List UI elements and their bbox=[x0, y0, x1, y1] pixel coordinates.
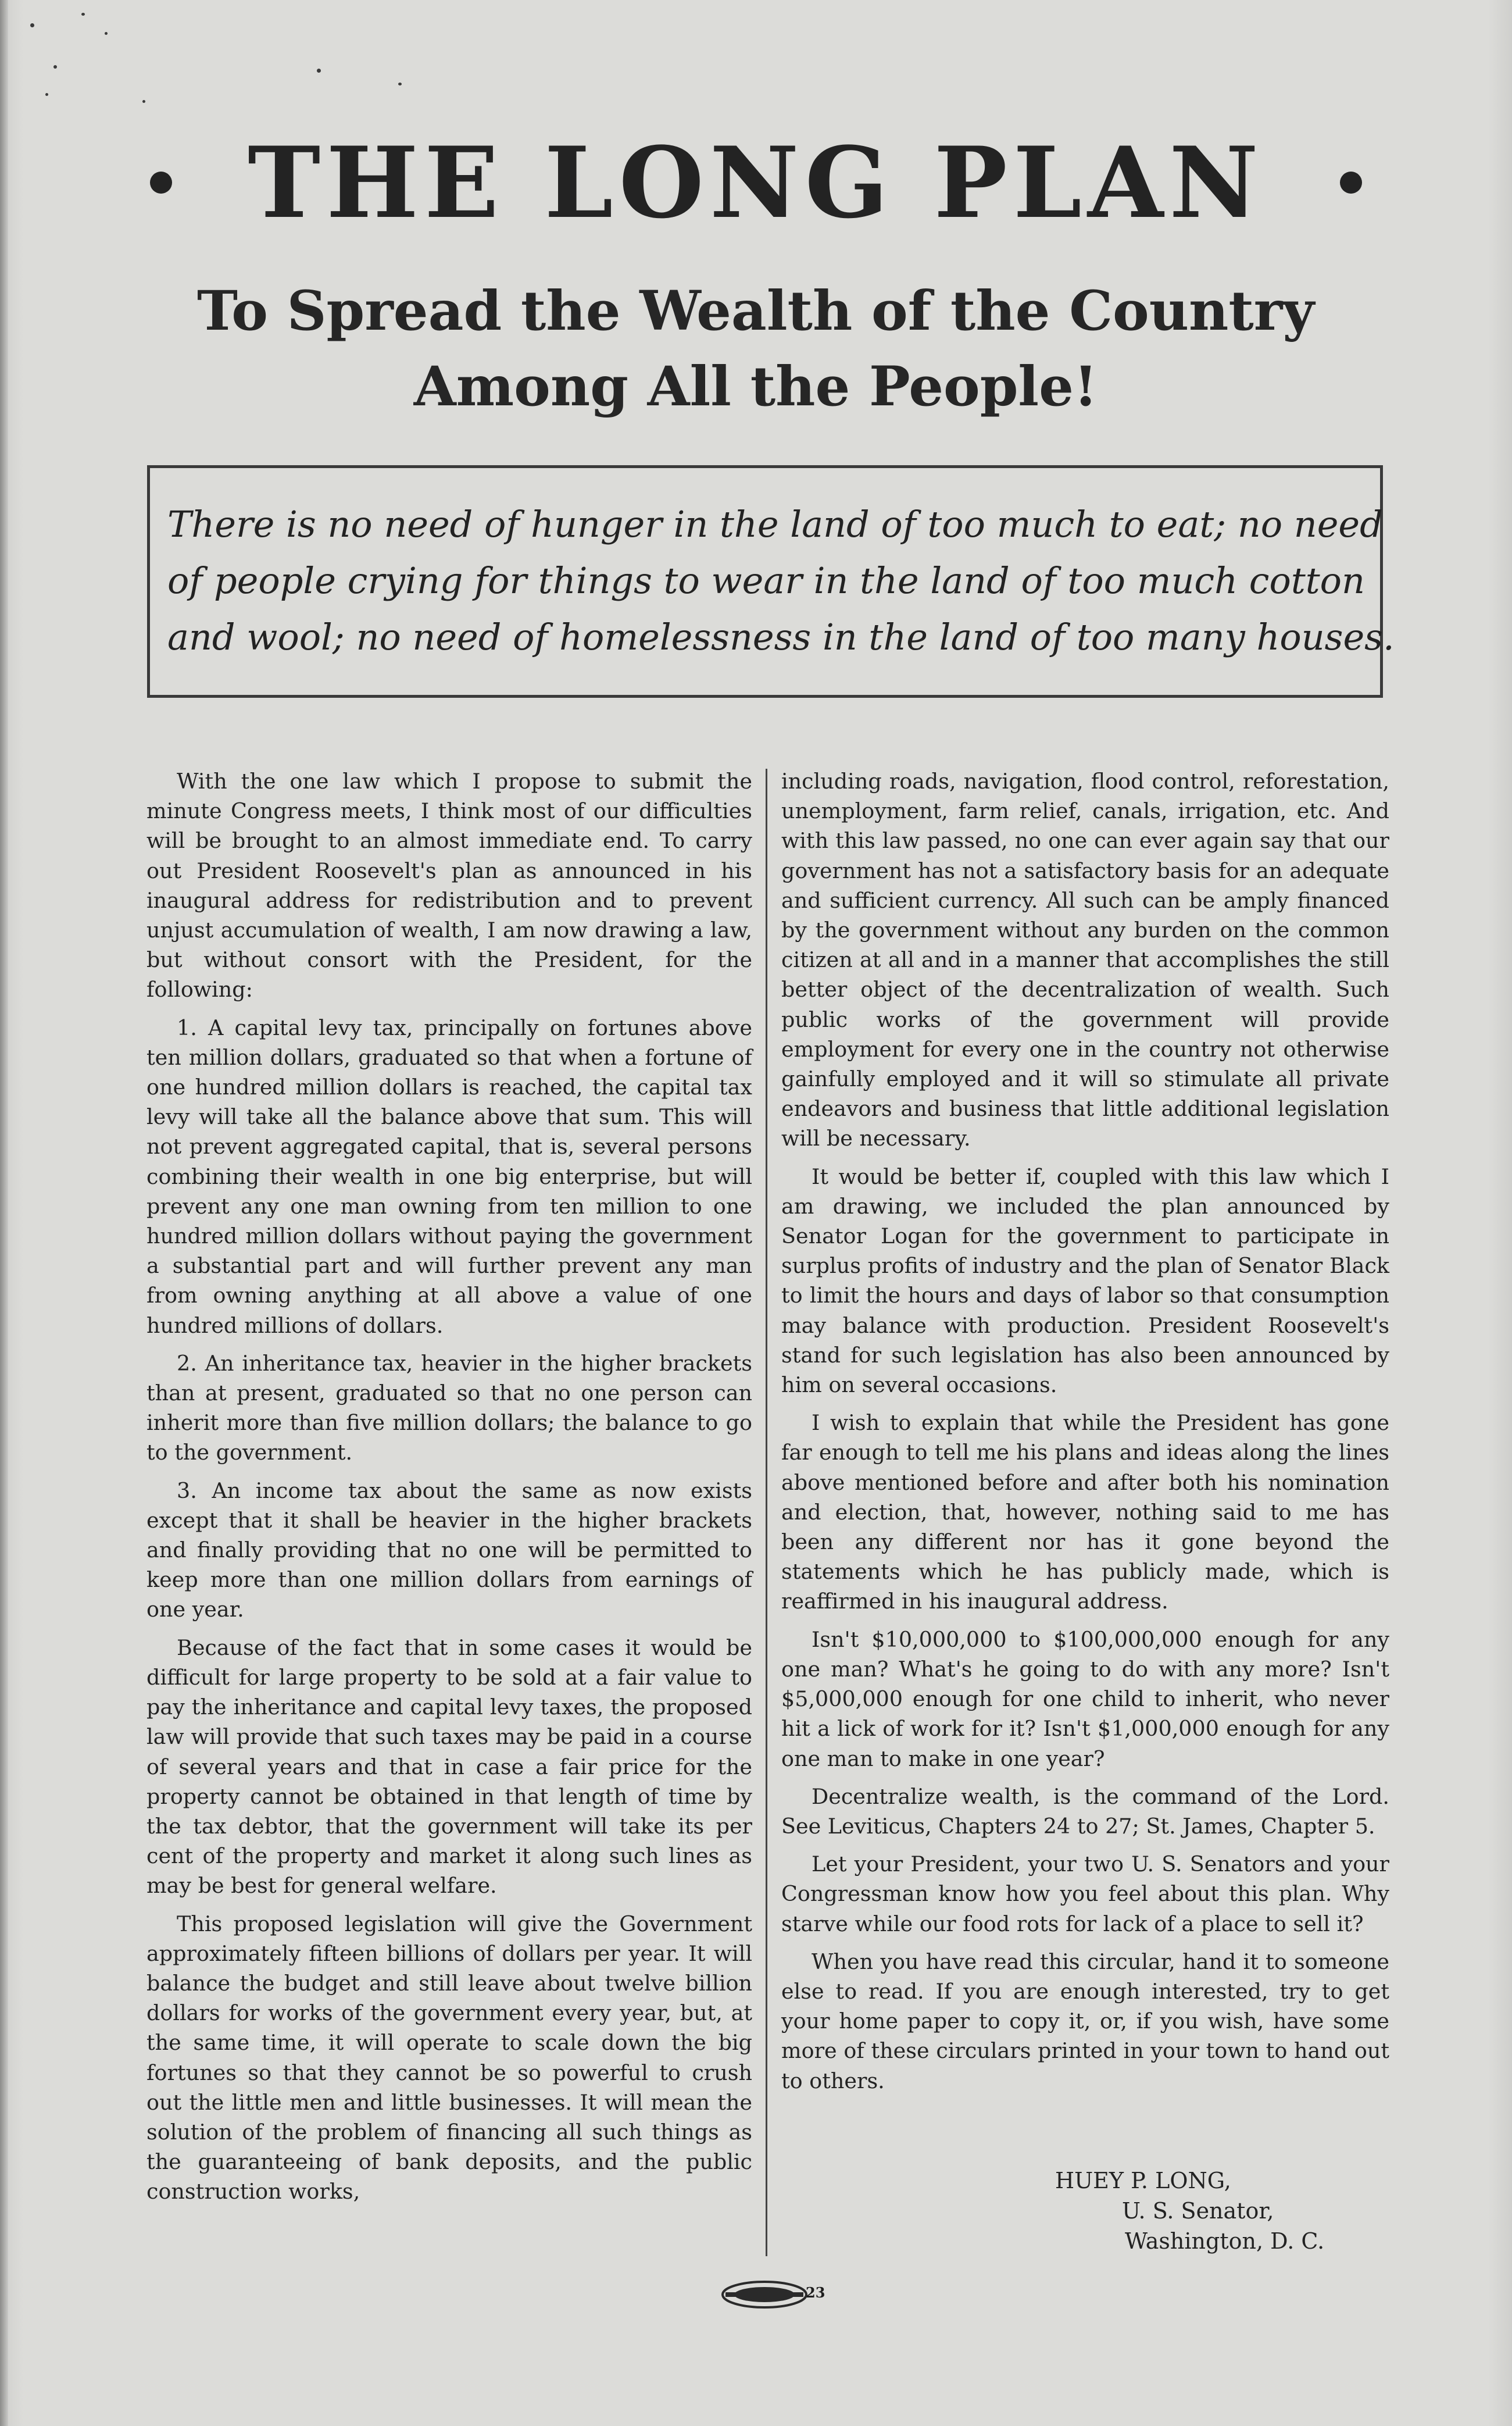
paragraph-continued: including roads, navigation, flood control, reforestation, unemployment, farm relief, canals, irrigation, etc. And with this law passed, no one can ever again say that our government has not a satisfactory basis for an adequate and sufficient currency. All such can be amply financed by the government without any burden on the common citizen at all and in a manner that accomplishes the still better object of the decentralization of wealth. Such public works of the government will provide employment for every one in the country not otherwise gainfully employed and it will so stimulate all private endeavors and business that little additional legislation will be necessary. bbox=[781, 769, 1389, 1151]
paragraph: Isn't $10,000,000 to $100,000,000 enough for any one man? What's he going to do with any more? Isn't $5,000,000 enough for one child to inherit, who never hit a lick of work for it? Isn't $1,000,000 enough for any one man to make in one year? bbox=[781, 1626, 1389, 1771]
quote-line-2: of people crying for things to wear in the land of too much cotton bbox=[167, 559, 1365, 602]
signature-block bbox=[1055, 2165, 1324, 2256]
quote-line-1: There is no need of hunger in the land of too much to eat; no need bbox=[167, 503, 1383, 545]
paragraph: 2. An inheritance tax, heavier in the higher brackets than at present, graduated so that no one person can inherit more than five million dollars; the balance to go to the government. bbox=[146, 1350, 752, 1465]
paragraph: With the one law which I propose to submit the minute Congress meets, I think most of our difficulties will be brought to an almost immediate end. To carry out President Roosevelt's plan as announced in his inaugural address for redistribution and to prevent unjust accumulation of wealth, I am now drawing a law, but without consort with the President, for the following: bbox=[146, 769, 752, 1002]
paragraph: 3. An income tax about the same as now exists except that it shall be heavier in the higher brackets and finally providing that no one will be permitted to keep more than one million dollars from earnings of one year. bbox=[146, 1478, 752, 1622]
subhead-line-1: To Spread the Wealth of the Country bbox=[197, 279, 1314, 343]
column-divider bbox=[766, 769, 767, 2256]
left-column bbox=[146, 766, 752, 2215]
paragraph: 1. A capital levy tax, principally on fortunes above ten million dollars, graduated so that when a fortune of one hundred million dollars is reached, the capital tax levy will take all the balance above that sum. This will not prevent aggregated capital, that is, several persons combining their wealth in one big enterprise, but will prevent any one man owning from ten million to one hundred million dollars without paying the government a substantial part and will further prevent any man from owning anything at all above a value of one hundred millions of dollars. bbox=[146, 1015, 752, 1338]
quote-line-3: and wool; no need of homelessness in the land of too many houses. bbox=[167, 616, 1395, 658]
paragraph: It would be better if, coupled with this law which I am drawing, we included the plan announced by Senator Logan for the government to participate in surplus profits of industry and the plan of Senator Black to limit the hours and days of labor so that consumption may balance with production. President Roosevelt's stand for such legislation has also been announced by him on several occasions. bbox=[781, 1164, 1389, 1398]
right-column bbox=[781, 766, 1389, 2104]
bullet-dot-left bbox=[150, 172, 172, 194]
paragraph: Because of the fact that in some cases it would be difficult for large property to be sold at a fair value to pay the inheritance and capital levy taxes, the proposed law will provide that such taxes may be paid in a course of several years and that in case a fair price for the property cannot be obtained in that length of time by the tax debtor, that the government will take its per cent of the property and market it along such lines as may be best for general welfare. bbox=[146, 1635, 752, 1899]
quote-box bbox=[147, 465, 1395, 698]
signer-name: HUEY P. LONG, bbox=[1055, 2168, 1231, 2193]
paragraph: When you have read this circular, hand it to someone else to read. If you are enough interested, try to get your home paper to copy it, or, if you wish, have some more of these circulars printed in your town to hand out to others. bbox=[781, 1949, 1389, 2093]
paragraph: This proposed legislation will give the Government approximately fifteen billions of dollars per year. It will balance the budget and still leave about twelve billion dollars for works of the government every year, but, at the same time, it will operate to scale down the big fortunes so that they cannot be so powerful to crush out the little men and little businesses. It will mean the solution of the problem of financing all such things as the guaranteeing of bank deposits, and the public construction works, bbox=[146, 1911, 752, 2204]
paragraph: Decentralize wealth, is the command of the Lord. See Leviticus, Chapters 24 to 27; St. James, Chapter 5. bbox=[781, 1783, 1389, 1839]
union-label-number: 23 bbox=[806, 2284, 825, 2301]
bullet-dot-right bbox=[1340, 172, 1362, 194]
signer-place: Washington, D. C. bbox=[1125, 2228, 1325, 2254]
headline bbox=[0, 125, 1512, 240]
union-label-icon bbox=[721, 2279, 808, 2310]
headline-text: THE LONG PLAN bbox=[248, 125, 1264, 240]
signer-title: U. S. Senator, bbox=[1122, 2198, 1274, 2224]
subhead-line-2: Among All the People! bbox=[413, 355, 1098, 419]
subheadline bbox=[58, 273, 1453, 424]
paragraph: I wish to explain that while the President has gone far enough to tell me his plans and ideas along the lines above mentioned before and after both his nomination and election, that, however, nothing said to me has been any different nor has it gone beyond the statements which he has publicly made, which is reaffirmed in his inaugural address. bbox=[781, 1410, 1389, 1614]
paper-edge bbox=[0, 0, 8, 2426]
paragraph: Let your President, your two U. S. Senators and your Congressman know how you feel about this plan. Why starve while our food rots for lack of a place to sell it? bbox=[781, 1851, 1389, 1936]
